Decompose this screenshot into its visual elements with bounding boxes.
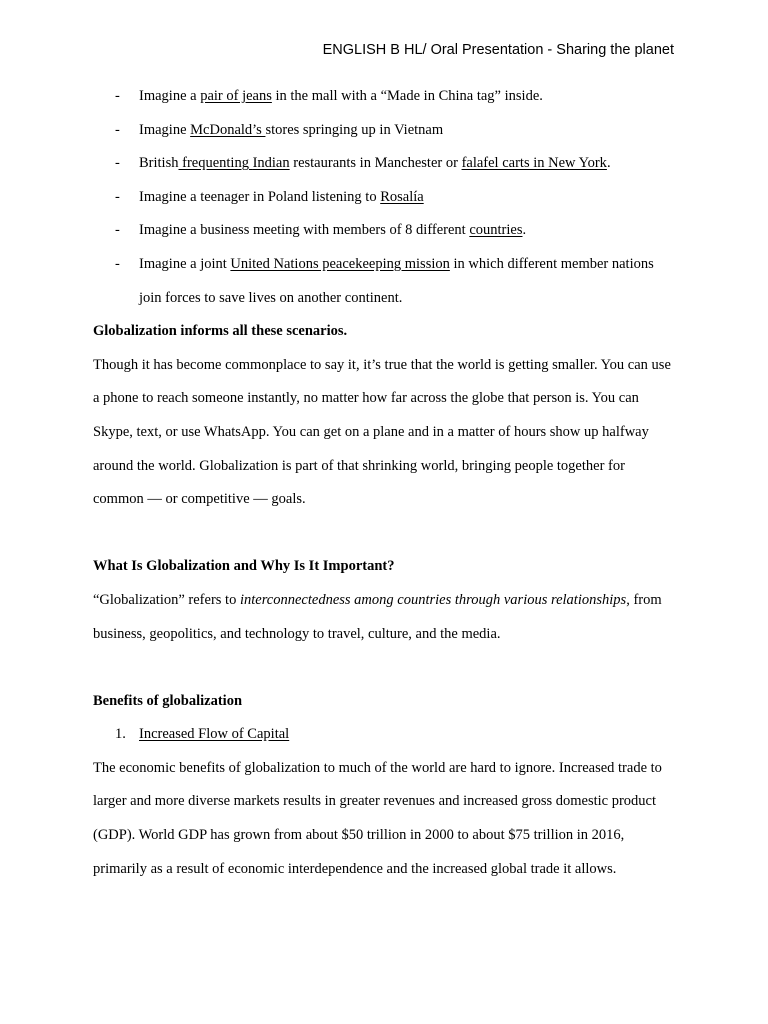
- spacer: [93, 517, 678, 551]
- item-text: in which different member nations join forces to save lives on another continent.: [139, 255, 658, 306]
- bullet-dash: -: [115, 222, 120, 239]
- link-falafel-carts[interactable]: falafel carts in New York: [461, 155, 607, 172]
- link-mcdonalds[interactable]: McDonald’s: [190, 121, 266, 138]
- link-frequenting[interactable]: frequenting: [178, 155, 253, 172]
- list-item: [93, 214, 678, 248]
- item-text: Imagine: [139, 121, 191, 138]
- item-text: Imagine a business meeting with members of 8 different: [139, 222, 470, 239]
- list-item: [93, 248, 678, 315]
- list-item: [93, 147, 678, 181]
- intro-paragraph: Though it has become commonplace to say it, it’s true that the world is getting smaller. You can use a phone to reach someone instantly, no matter how far across the globe that person is. You can Skype, text, or use WhatsApp. You can get on a plane and in a matter of hours show up halfway around the world. Globalization is part of that shrinking world, bringing people together for common — or competitive — goals.: [93, 356, 671, 508]
- scenario-list: [93, 80, 678, 315]
- benefits-paragraph: The economic benefits of globalization to much of the world are hard to ignore. Increased trade to larger and more diverse markets results in greater revenues and increased gross domestic product (GDP). World GDP has grown from about $50 trillion in 2000 to about $75 trillion in 2016, primarily as a result of economic interdependence and the increased global trade it allows.: [93, 759, 662, 877]
- item-text: restaurants in Manchester or: [289, 155, 462, 172]
- document-header: ENGLISH B HL/ Oral Presentation - Sharing the planet: [322, 42, 674, 58]
- list-item: [93, 181, 678, 215]
- definition-text: “Globalization” refers to: [93, 591, 240, 608]
- bullet-dash: -: [115, 121, 120, 138]
- item-text: .: [606, 155, 611, 172]
- item-text: Imagine a: [139, 88, 201, 104]
- list-item: [93, 80, 678, 114]
- item-text: stores springing up in Vietnam: [265, 121, 444, 138]
- item-text: Imagine a joint: [139, 255, 231, 272]
- numbered-item: [93, 718, 678, 752]
- link-indian[interactable]: Indian: [252, 155, 290, 172]
- link-increased-flow-of-capital[interactable]: Increased Flow of Capital: [139, 726, 290, 743]
- link-un-peacekeeping[interactable]: United Nations peacekeeping mission: [230, 255, 450, 272]
- section-heading-benefits: Benefits of globalization: [93, 692, 243, 709]
- item-text: Imagine a teenager in Poland listening to: [139, 188, 381, 205]
- item-number: 1.: [115, 726, 126, 743]
- spacer: [93, 651, 678, 685]
- definition-text: , from business, geopolitics, and technology to travel, culture, and the media.: [93, 591, 662, 642]
- document-body: [93, 80, 678, 886]
- item-text: in the mall with a “Made in China tag” inside.: [271, 88, 543, 104]
- bullet-dash: -: [115, 88, 120, 104]
- definition-emphasis: interconnectedness among countries through various relationships: [239, 591, 627, 608]
- scenarios-heading: Globalization informs all these scenarios.: [93, 323, 348, 340]
- bullet-dash: -: [115, 188, 120, 205]
- definition-paragraph: [93, 584, 678, 651]
- link-pair-of-jeans[interactable]: pair of jeans: [200, 88, 272, 104]
- link-countries[interactable]: countries: [469, 222, 523, 239]
- item-text: British: [139, 155, 179, 172]
- item-text: .: [522, 222, 527, 239]
- link-rosalia[interactable]: Rosalía: [380, 188, 424, 205]
- bullet-dash: -: [115, 155, 120, 172]
- list-item: [93, 114, 678, 148]
- section-heading-what-is-globalization: What Is Globalization and Why Is It Important?: [93, 558, 395, 575]
- bullet-dash: -: [115, 255, 120, 272]
